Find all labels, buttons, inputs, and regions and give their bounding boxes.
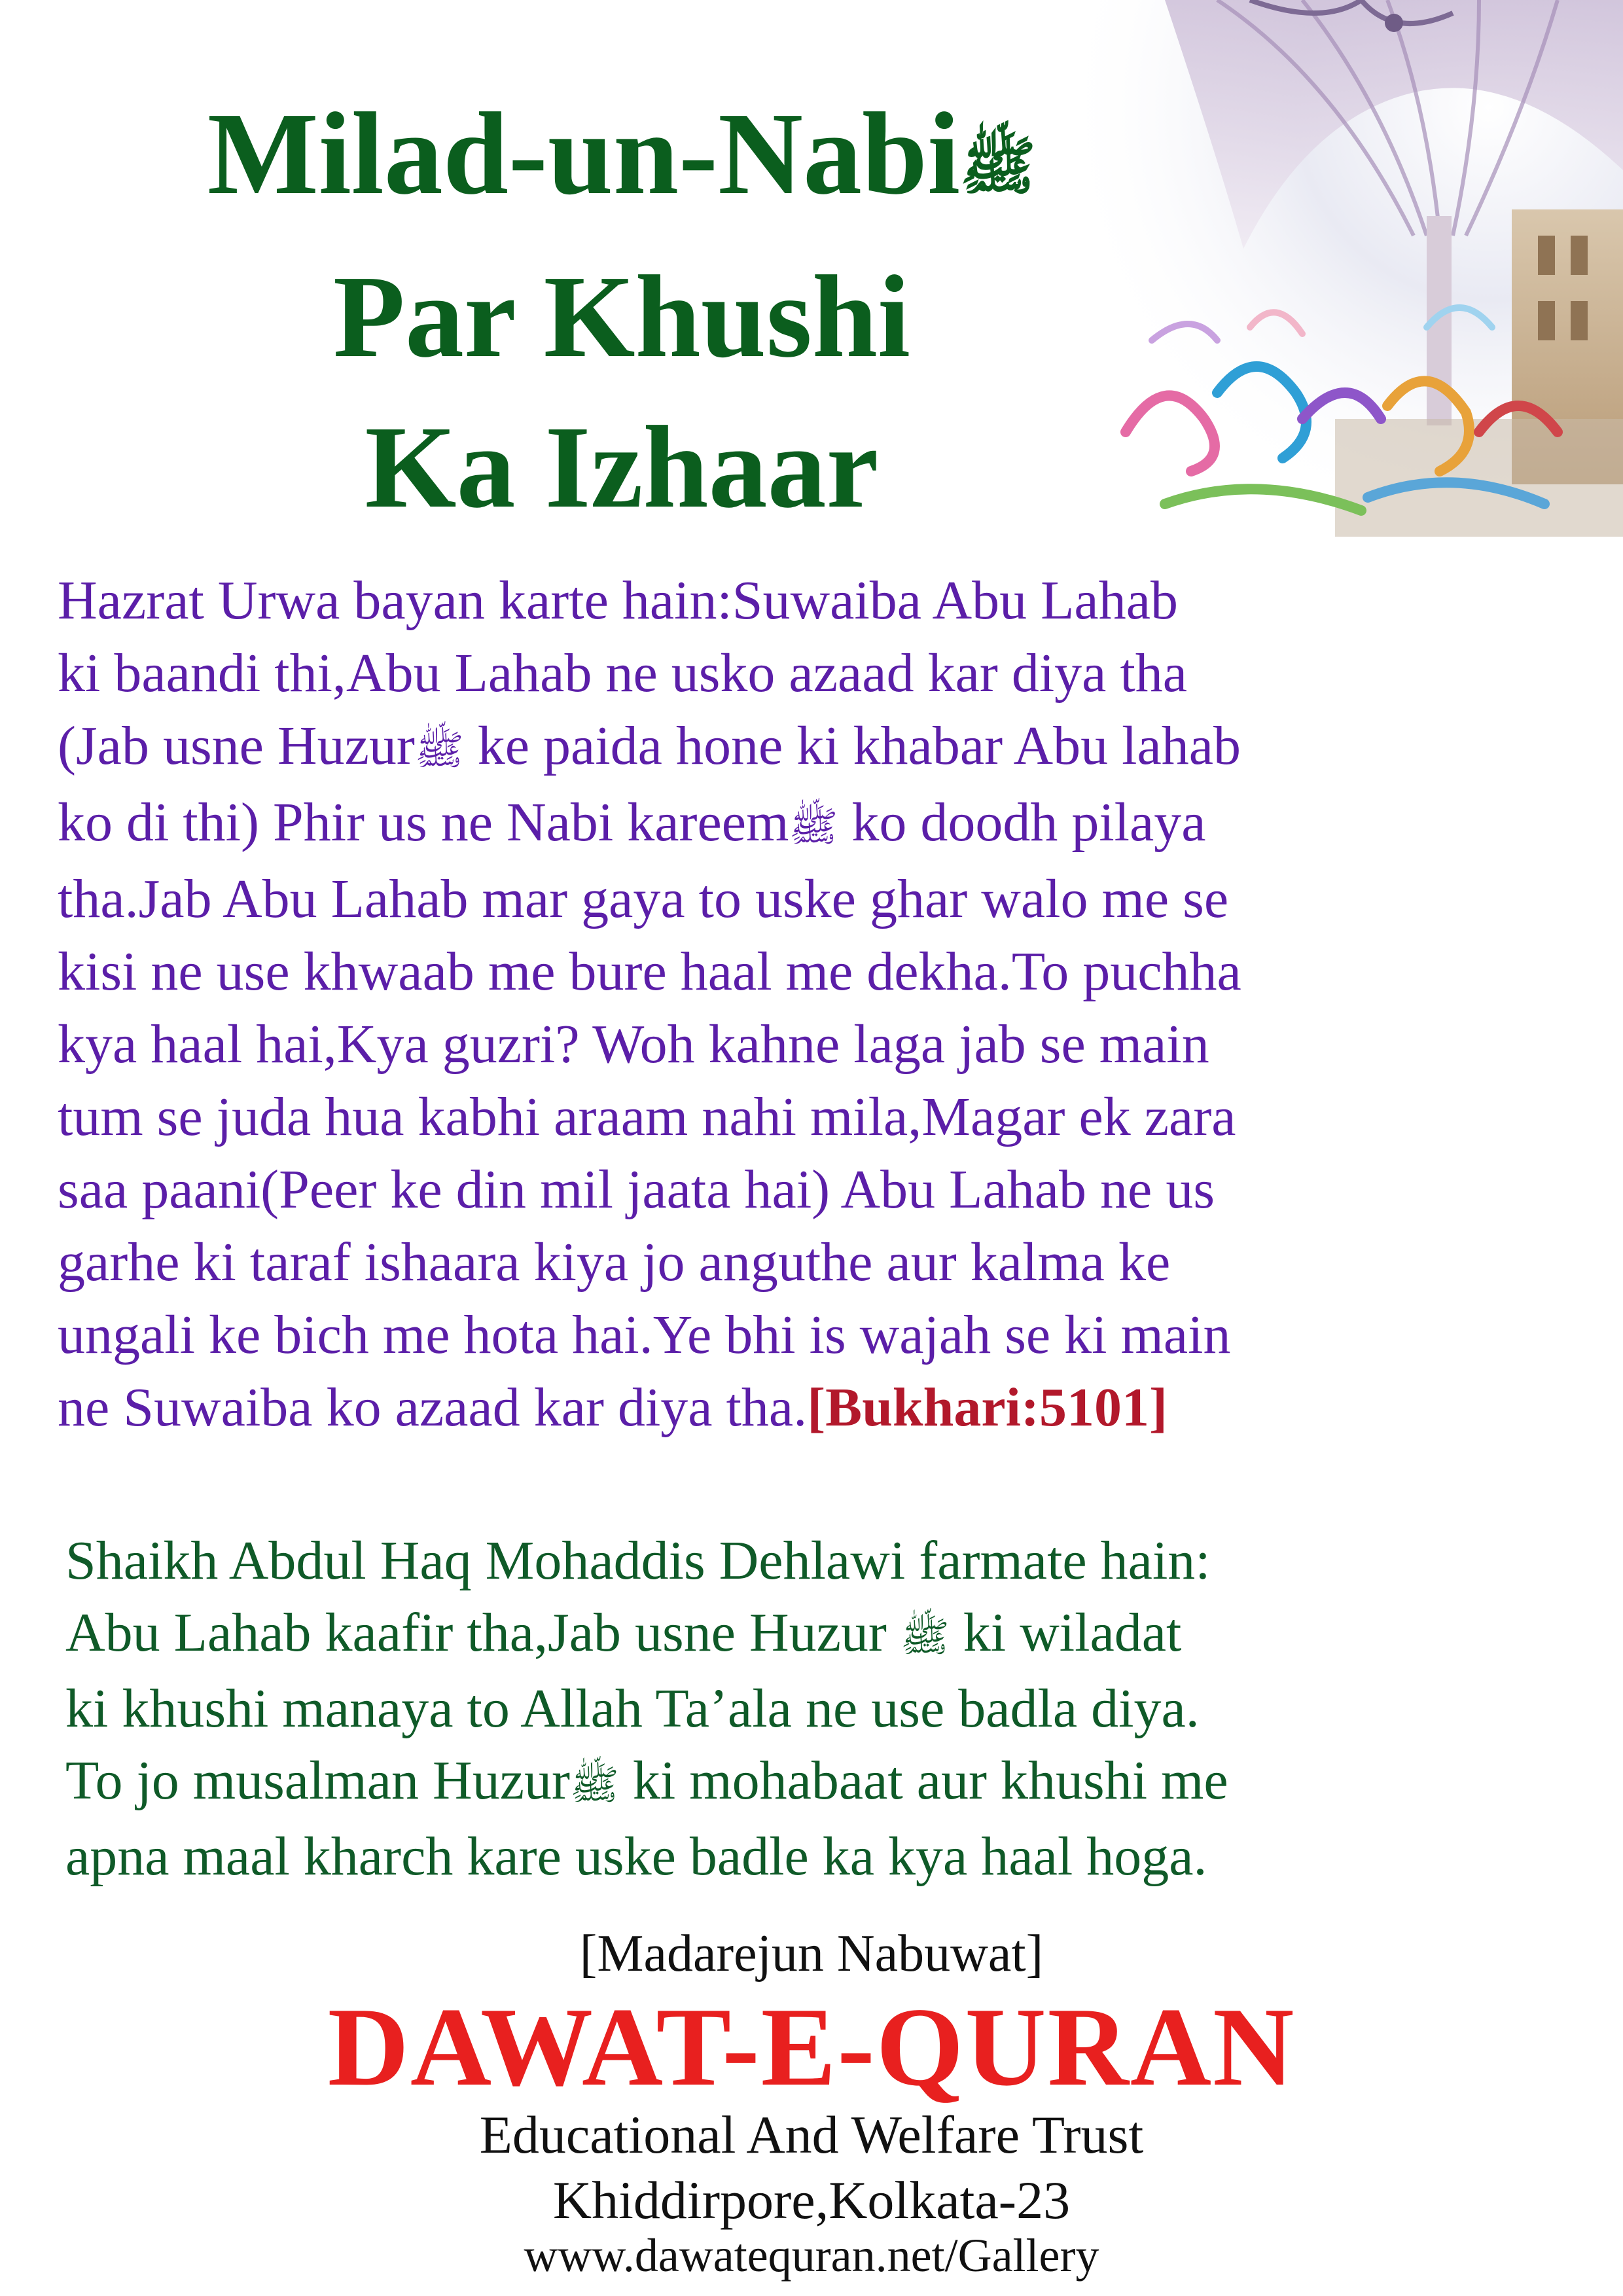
paragraph-line: tha.Jab Abu Lahab mar gaya to uske ghar walo me se [58, 869, 1229, 929]
paragraph-line: ne Suwaiba ko azaad kar diya tha.[Bukhari:5101] [58, 1377, 1168, 1438]
paragraph-line: ungali ke bich me hota hai.Ye bhi is wajah se ki main [58, 1304, 1231, 1365]
commentary-paragraph [65, 1525, 1228, 1893]
hadith-reference: [Bukhari:5101] [807, 1377, 1168, 1438]
salutation-glyph: ﷺ [789, 802, 838, 850]
paragraph-line: kya haal hai,Kya guzri? Woh kahne laga jab se main [58, 1014, 1209, 1075]
paragraph-line: Abu Lahab kaafir tha,Jab usne Huzur ﷺ ki wiladat [65, 1602, 1182, 1663]
salutation-glyph: ﷺ [414, 726, 464, 774]
salutation-glyph: ﷺ [569, 1761, 619, 1808]
trust-name: Educational And Welfare Trust [479, 2105, 1144, 2164]
address: Khiddirpore,Kolkata-23 [552, 2170, 1071, 2230]
hadith-paragraph [58, 564, 1241, 1444]
paragraph-line: ki khushi manaya to Allah Ta’ala ne use badla diya. [65, 1678, 1200, 1739]
paragraph-line: apna maal kharch kare uske badle ka kya haal hoga. [65, 1826, 1207, 1887]
brand-name: DAWAT-E-QURAN [327, 1985, 1296, 2109]
title-line-2: Par Khushi [333, 251, 910, 382]
paragraph-line: kisi ne use khwaab me bure haal me dekha.To puchha [58, 941, 1241, 1002]
page-title [98, 79, 1145, 543]
source-citation: [Madarejun Nabuwat] [579, 1925, 1044, 1982]
title-line-3: Ka Izhaar [365, 401, 879, 532]
salutation-glyph: ﷺ [960, 128, 1037, 203]
title-line-1: Milad-un-Nabiﷺ [207, 88, 1037, 219]
salutation-glyph: ﷺ [900, 1613, 950, 1660]
paragraph-line: To jo musalman Huzurﷺ ki mohabaat aur khushi me [65, 1750, 1228, 1811]
paragraph-line: saa paani(Peer ke din mil jaata hai) Abu Lahab ne us [58, 1159, 1215, 1220]
paragraph-line: tum se juda hua kabhi araam nahi mila,Magar ek zara [58, 1086, 1236, 1147]
paragraph-line: Shaikh Abdul Haq Mohaddis Dehlawi farmate hain: [65, 1530, 1211, 1591]
mosque-umbrella-calligraphy-image [1086, 0, 1623, 537]
paragraph-line: (Jab usne Huzurﷺ ke paida hone ki khabar Abu lahab [58, 715, 1241, 776]
paragraph-line: ki baandi thi,Abu Lahab ne usko azaad kar diya tha [58, 643, 1188, 704]
paragraph-line: ko di thi) Phir us ne Nabi kareemﷺ ko doodh pilaya [58, 792, 1206, 853]
paragraph-line: Hazrat Urwa bayan karte hain:Suwaiba Abu Lahab [58, 570, 1178, 631]
paragraph-line: garhe ki taraf ishaara kiya jo anguthe aur kalma ke [58, 1232, 1171, 1293]
website-link[interactable]: www.dawatequran.net/Gallery [524, 2229, 1099, 2282]
